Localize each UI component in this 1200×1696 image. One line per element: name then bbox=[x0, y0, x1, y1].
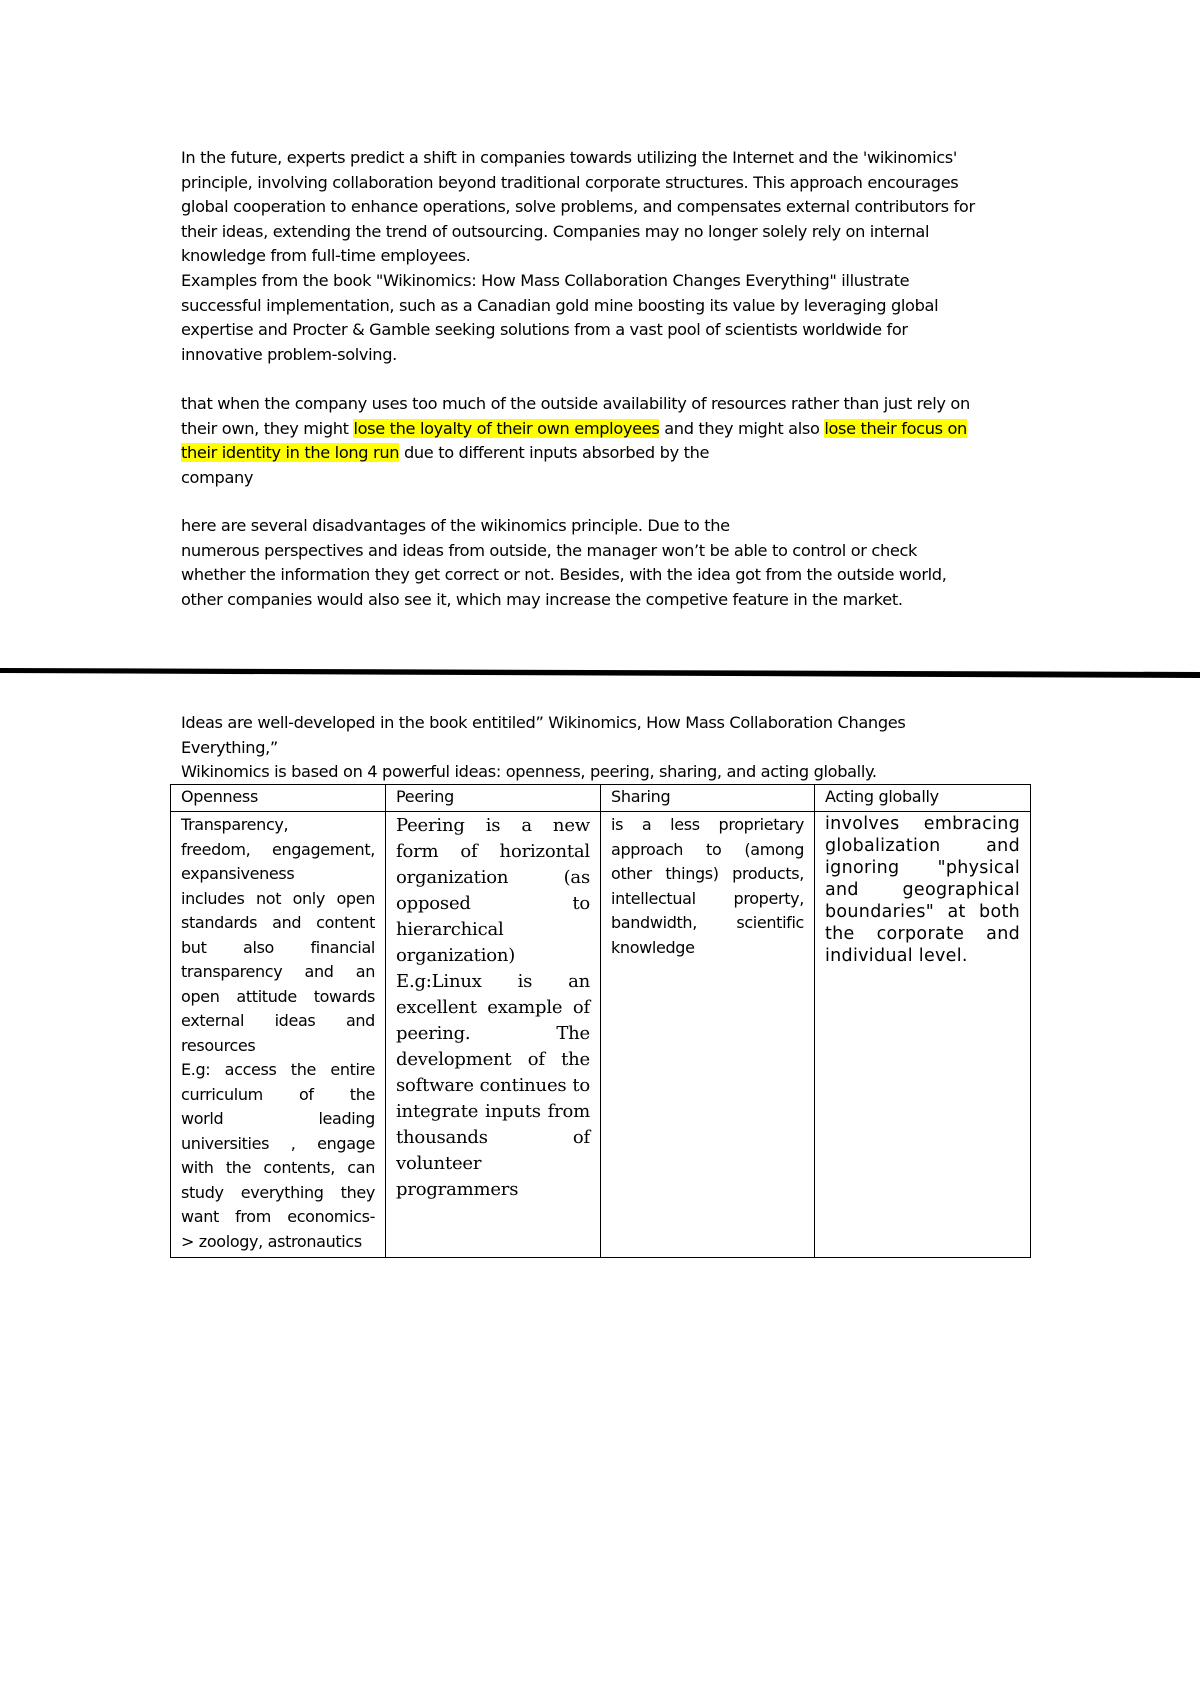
text-line: that when the company uses too much of the outside availability of resources rather than just rely on bbox=[181, 394, 970, 413]
text-run: their own, they might bbox=[181, 418, 354, 438]
sharing-definition: is a less proprietary approach to (among other things) products, intellectual property, bandwidth, scientific knowledge bbox=[611, 815, 804, 957]
peering-example: E.g:Linux is an excellent example of peering. The development of the software continues to integrate inputs from thousands of volunteer programmers bbox=[396, 971, 590, 1200]
text-line: Examples from the book "Wikinomics: How Mass Collaboration Changes Everything" illustrate bbox=[181, 270, 910, 290]
text-line: company bbox=[181, 467, 254, 487]
text-line: transparency and an bbox=[181, 962, 375, 981]
text-line: world leading bbox=[181, 1109, 375, 1128]
text-line: open attitude towards bbox=[181, 986, 375, 1006]
text-line: includes not only open bbox=[181, 888, 375, 908]
text-line: with the contents, can bbox=[181, 1158, 375, 1177]
openness-text bbox=[181, 813, 375, 1254]
text-line bbox=[181, 441, 1021, 466]
table-row bbox=[171, 812, 1031, 1258]
text-line: other companies would also see it, which may increase the competive feature in the market. bbox=[181, 589, 903, 609]
text-line: external ideas and bbox=[181, 1011, 375, 1030]
text-line: want from economics- bbox=[181, 1207, 375, 1226]
text-line: Ideas are well-developed in the book entitiled” Wikinomics, How Mass Collaboration Changes bbox=[181, 713, 906, 732]
text-line: knowledge from full-time employees. bbox=[181, 246, 471, 266]
text-line: standards and content bbox=[181, 913, 375, 932]
header-peering: Peering bbox=[386, 785, 601, 812]
acting-globally-definition: involves embracing globalization and ignoring "physical and geographical boundaries" at both the corporate and individual level. bbox=[825, 814, 1020, 966]
text-line: their ideas, extending the trend of outsourcing. Companies may no longer solely rely on internal bbox=[181, 221, 930, 241]
sharing-cell bbox=[601, 812, 815, 1258]
peering-definition: Peering is a new form of horizontal organization (as opposed to hierarchical organization) bbox=[396, 815, 590, 966]
text-line: In the future, experts predict a shift in companies towards utilizing the Internet and the 'wikinomics' bbox=[181, 148, 957, 167]
peering-cell bbox=[386, 812, 601, 1258]
text-line: study everything they bbox=[181, 1182, 375, 1202]
highlighted-text: lose the loyalty of their own employees bbox=[353, 418, 660, 438]
header-openness: Openness bbox=[171, 785, 386, 812]
intro-paragraph bbox=[181, 146, 1021, 367]
wikinomics-ideas-table bbox=[170, 784, 1031, 1258]
text-line: global cooperation to enhance operations, solve problems, and compensates external contributors for bbox=[181, 197, 975, 217]
text-line: but also financial bbox=[181, 937, 375, 957]
text-line: principle, involving collaboration beyond traditional corporate structures. This approach encourages bbox=[181, 172, 959, 192]
text-line: E.g: access the entire bbox=[181, 1060, 375, 1079]
ideas-paragraph bbox=[181, 711, 1021, 785]
table-header-row bbox=[171, 785, 1031, 812]
peering-text bbox=[396, 813, 590, 1203]
text-run: due to different inputs absorbed by the bbox=[399, 443, 710, 463]
text-line: Everything,” bbox=[181, 737, 278, 757]
text-line: universities , engage bbox=[181, 1133, 375, 1153]
text-line: Transparency, bbox=[181, 815, 289, 834]
text-run: and they might also bbox=[659, 418, 825, 438]
text-line: here are several disadvantages of the wikinomics principle. Due to the bbox=[181, 516, 730, 535]
acting-globally-cell bbox=[815, 812, 1031, 1258]
text-line: expertise and Procter & Gamble seeking solutions from a vast pool of scientists worldwide for bbox=[181, 320, 908, 340]
text-line bbox=[181, 417, 1021, 442]
text-line: successful implementation, such as a Canadian gold mine boosting its value by leveraging global bbox=[181, 295, 939, 315]
text-line: resources bbox=[181, 1035, 256, 1055]
sharing-text bbox=[611, 813, 804, 960]
text-line: expansiveness bbox=[181, 864, 295, 883]
acting-globally-text bbox=[825, 813, 1020, 967]
highlighted-text: their identity in the long run bbox=[181, 443, 400, 463]
header-acting-globally: Acting globally bbox=[815, 785, 1031, 812]
text-line: > zoology, astronautics bbox=[181, 1231, 362, 1251]
text-line: freedom, engagement, bbox=[181, 839, 375, 859]
text-line: Wikinomics is based on 4 powerful ideas: openness, peering, sharing, and acting globally. bbox=[181, 762, 877, 782]
text-line: innovative problem-solving. bbox=[181, 344, 397, 364]
divider-rule bbox=[0, 660, 1200, 684]
risks-paragraph bbox=[181, 392, 1021, 490]
header-sharing: Sharing bbox=[601, 785, 815, 812]
highlighted-text: lose their focus on bbox=[824, 418, 967, 438]
text-line: whether the information they get correct or not. Besides, with the idea got from the outside world, bbox=[181, 565, 947, 585]
disadvantages-paragraph bbox=[181, 514, 1021, 612]
text-line: numerous perspectives and ideas from outside, the manager won’t be able to control or check bbox=[181, 540, 918, 560]
openness-cell bbox=[171, 812, 386, 1258]
text-line: curriculum of the bbox=[181, 1084, 375, 1104]
